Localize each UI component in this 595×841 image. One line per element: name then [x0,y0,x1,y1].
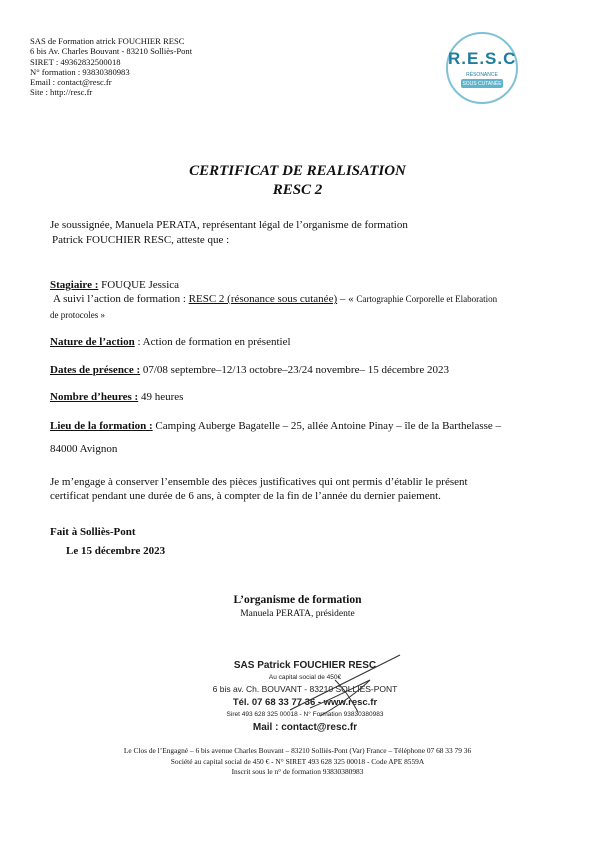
logo-name: R.E.S.C [448,49,517,68]
action-prefix: A suivi l’action de formation : [53,293,189,305]
stamp-capital: Au capital social de 450€ [268,674,342,681]
location-label: Lieu de la formation : [50,420,153,432]
organisme-title: L’organisme de formation [233,594,362,606]
sender-siret: SIRET : 49362832500018 [30,56,121,67]
nature-label: Nature de l’action [50,336,135,348]
stagiaire-row [50,279,179,291]
location-row [50,420,501,432]
stamp-company: SAS Patrick FOUCHIER RESC [233,660,377,671]
hours-row [50,391,183,403]
hours-label: Nombre d’heures : [50,391,139,403]
intro-line-1: Je soussignée, Manuela PERATA, représentant légal de l’organisme de formation [50,219,408,231]
sender-company: SAS de Formation atrick FOUCHIER RESC [30,36,185,46]
dates-row [50,364,449,376]
stamp-address: 6 bis av. Ch. BOUVANT - 83210 SOLLIES-PONT [212,684,398,694]
signed-place: Fait à Solliès-Pont [50,526,136,538]
engagement-line-2: certificat pendant une durée de 6 ans, à compter de la fin de l’année du dernier paiement. [50,490,441,502]
document-subtitle: RESC 2 [272,182,323,198]
organisme-signatory: Manuela PERATA, présidente [240,609,355,619]
action-row [53,293,497,305]
location-city: 84000 Avignon [50,443,118,455]
stagiaire-value: FOUQUE Jessica [98,279,180,291]
action-separator: – « [337,293,357,305]
footer-company-info: Société au capital social de 450 € - N° SIRET 493 628 325 00018 - Code APE 8559A [170,757,425,766]
document-title: CERTIFICAT DE REALISATION [189,163,406,179]
intro-line-2: Patrick FOUCHIER RESC, atteste que : [52,234,230,246]
stamp-email: Mail : contact@resc.fr [252,722,358,733]
sender-formation-number: N° formation : 93830380983 [30,66,130,77]
sender-street: 6 bis Av. Charles Bouvant - 83210 Solliès-Pont [30,46,193,57]
engagement-line-1: Je m’engage à conserver l’ensemble des pièces justificatives qui ont permis d’établir le présent [50,476,468,488]
action-link[interactable]: RESC 2 (résonance sous cutanée) [188,293,338,305]
signed-date: Le 15 décembre 2023 [66,545,166,557]
nature-value: : Action de formation en présentiel [134,336,291,348]
sender-website[interactable]: Site : http://resc.fr [30,87,93,98]
handwritten-signature [250,650,410,730]
location-value: Camping Auberge Bagatelle – 25, allée Antoine Pinay – île de la Barthelasse – [152,420,502,432]
sender-email[interactable]: Email : contact@resc.fr [30,77,112,88]
footer-registration: Inscrit sous le n° de formation 93830380983 [231,767,364,776]
resc-logo [446,32,518,104]
dates-value: 07/08 septembre–12/13 octobre–23/24 novembre– 15 décembre 2023 [140,364,449,376]
logo-tagline-top: RÉSONANCE [466,72,498,78]
stamp-siret: Siret 493 628 325 00018 - N° Formation 93830380983 [226,711,384,718]
action-description: Cartographie Corporelle et Elaboration [356,294,498,304]
stagiaire-label: Stagiaire : [50,279,99,291]
hours-value: 49 heures [138,391,184,403]
footer-address: Le Clos de l’Engagné – 6 bis avenue Charles Bouvant – 83210 Solliès-Pont (Var) France – Téléphone 07 68 33 79 36 [123,746,472,755]
logo-tagline-bottom: SOUS CUTANÉE [462,80,502,87]
sender-address [30,36,192,98]
nature-row [50,336,291,348]
stamp-phone-web: Tél. 07 68 33 77 36 - www.resc.fr [232,697,378,708]
action-description-end: de protocoles » [50,310,105,320]
dates-label: Dates de présence : [50,364,141,376]
